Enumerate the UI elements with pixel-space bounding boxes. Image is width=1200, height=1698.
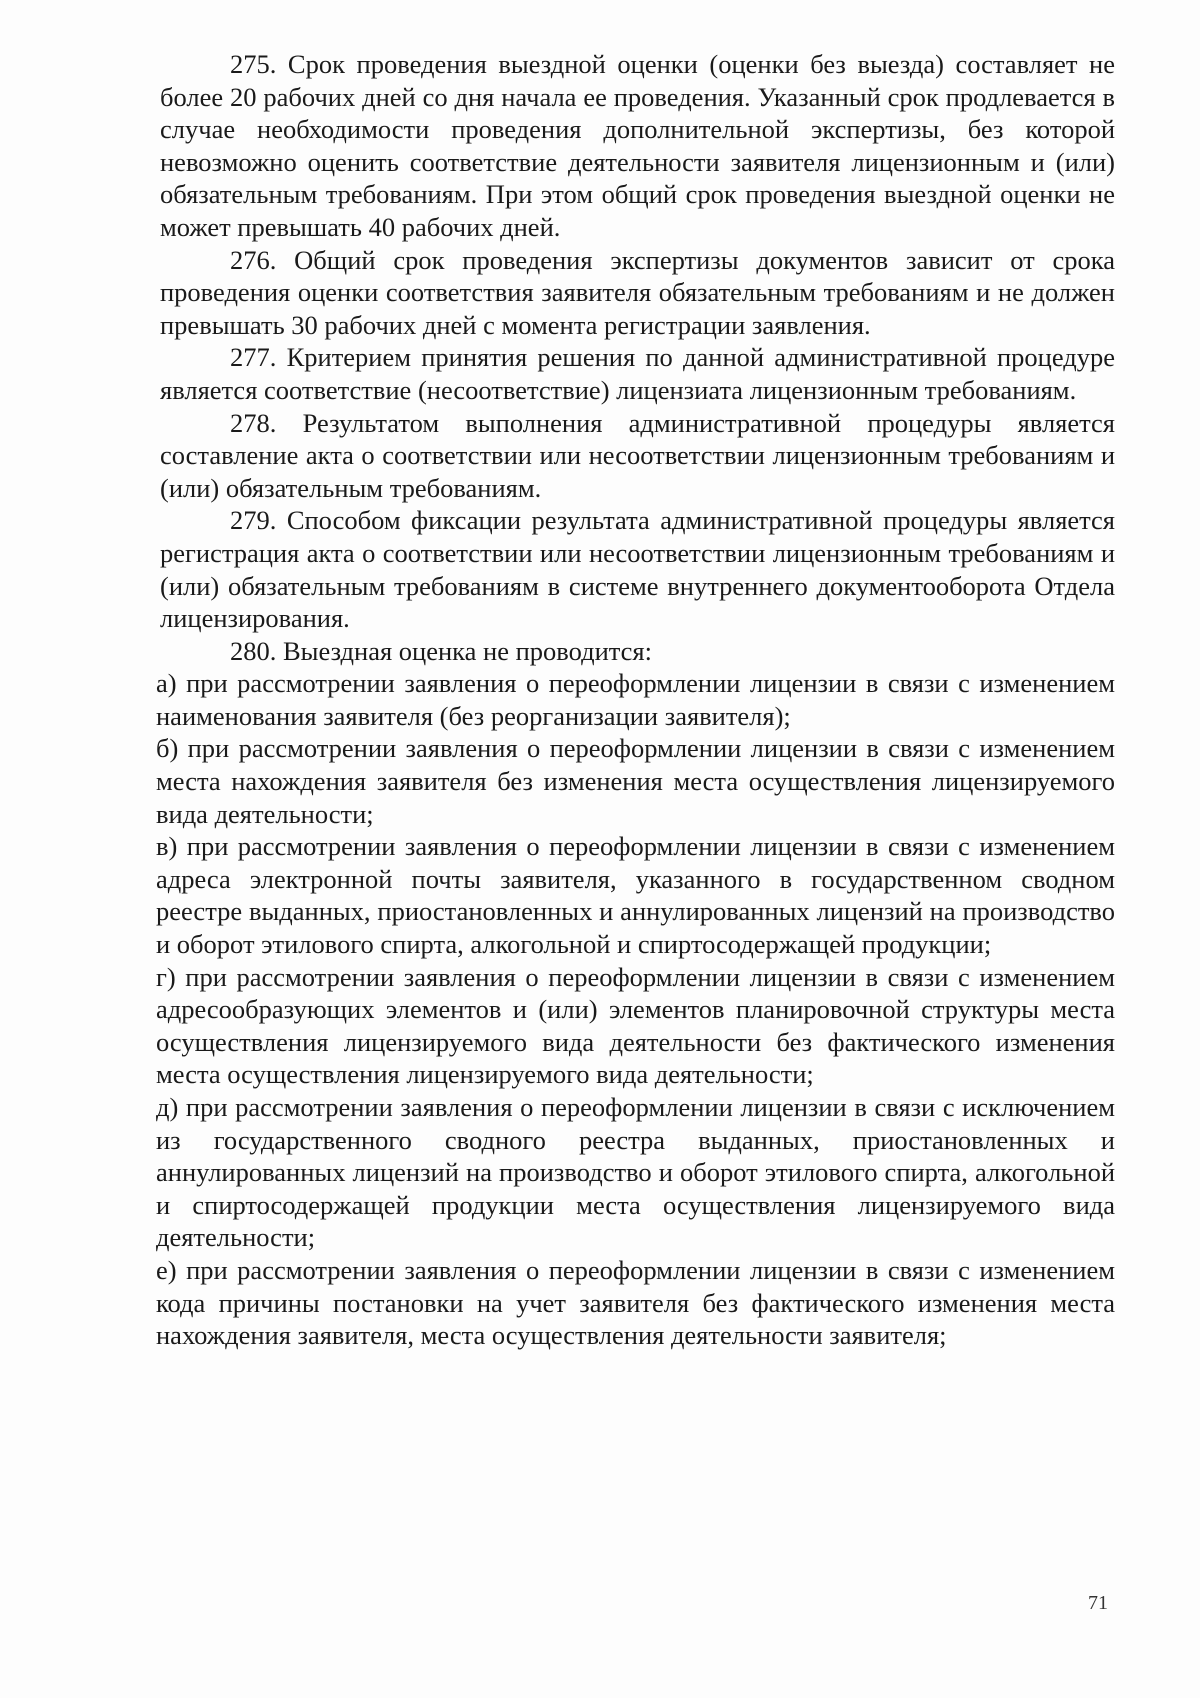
list-item-e: е) при рассмотрении заявления о переоформлении лицензии в связи с изменением кода причины постановки на учет заявителя без фактического изменения места нахождения заявителя, места осуществления деятельности заявителя;	[156, 1254, 1115, 1351]
list-item-v: в) при рассмотрении заявления о переоформлении лицензии в связи с изменением адреса электронной почты заявителя, указанного в государственном сводном реестре выданных, приостановленных и аннулированных лицензий на производство и оборот этилового спирта, алкогольной и спиртосодержащей продукции;	[156, 831, 1115, 960]
paragraph-280: 280. Выездная оценка не проводится:	[230, 635, 652, 666]
paragraph-276: 276. Общий срок проведения экспертизы документов зависит от срока проведения оценки соответствия заявителя обязательным требованиям и не должен превышать 30 рабочих дней с момента регистрации заявления.	[160, 244, 1115, 340]
paragraph-275: 275. Срок проведения выездной оценки (оценки без выезда) составляет не более 20 рабочих дней со дня начала ее проведения. Указанный срок продлевается в случае необходимости проведения дополнительной экспертизы, без которой невозможно оценить соответствие деятельности заявителя лицензионным и (или) обязательным требованиям. При этом общий срок проведения выездной оценки не может превышать 40 рабочих дней.	[160, 49, 1115, 242]
list-item-d: д) при рассмотрении заявления о переоформлении лицензии в связи с исключением из государственного сводного реестра выданных, приостановленных и аннулированных лицензий на производство и оборот этилового спирта, алкогольной и спиртосодержащей продукции места осуществления лицензируемого вида деятельности;	[156, 1092, 1115, 1253]
paragraph-277: 277. Критерием принятия решения по данной административной процедуре является соответствие (несоответствие) лицензиата лицензионным требованиям.	[160, 342, 1115, 405]
document-body	[156, 48, 1115, 1352]
list-item-b: б) при рассмотрении заявления о переоформлении лицензии в связи с изменением места нахождения заявителя без изменения места осуществления лицензируемого вида деятельности;	[156, 733, 1115, 829]
paragraph-279: 279. Способом фиксации результата административной процедуры является регистрация акта о соответствии или несоответствии лицензионным требованиям и (или) обязательным требованиям в системе внутреннего документооборота Отдела лицензирования.	[160, 505, 1115, 634]
page-number: 71	[1088, 1592, 1108, 1614]
paragraph-278: 278. Результатом выполнения административной процедуры является составление акта о соответствии или несоответствии лицензионным требованиям и (или) обязательным требованиям.	[160, 407, 1115, 503]
list-item-a: а) при рассмотрении заявления о переоформлении лицензии в связи с изменением наименования заявителя (без реорганизации заявителя);	[156, 668, 1115, 731]
list-item-g: г) при рассмотрении заявления о переоформлении лицензии в связи с изменением адресообразующих элементов и (или) элементов планировочной структуры места осуществления лицензируемого вида деятельности без фактического изменения места осуществления лицензируемого вида деятельности;	[156, 961, 1115, 1090]
